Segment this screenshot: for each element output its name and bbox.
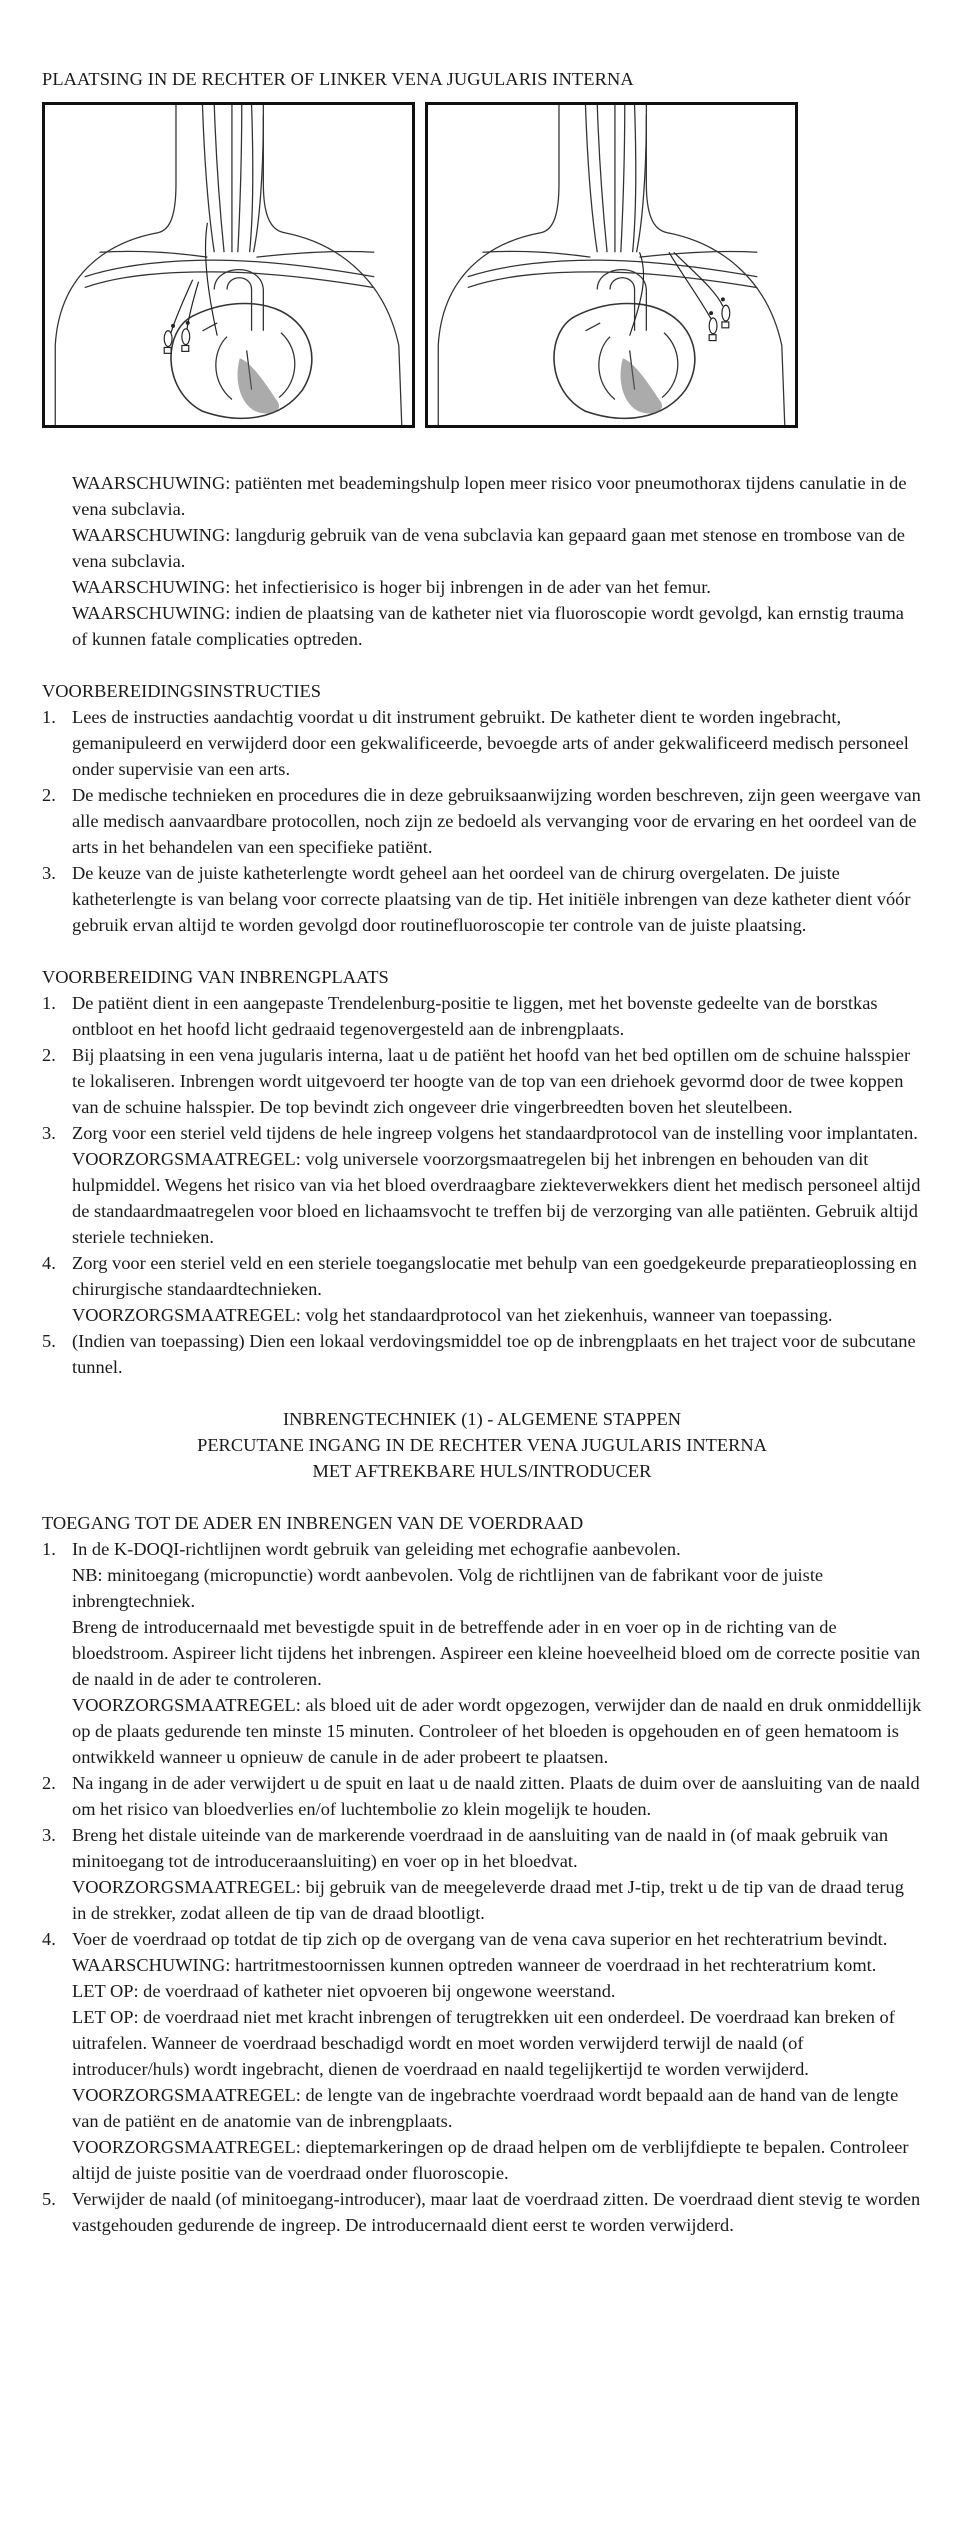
warning-text: WAARSCHUWING: langdurig gebruik van de vena subclavia kan gepaard gaan met stenose en trombose van de vena subclavia. [72,525,905,571]
warning-text: WAARSCHUWING: patiënten met beademingshulp lopen meer risico voor pneumothorax tijdens canulatie in de vena subclavia. [72,473,907,519]
list-item: 3. Breng het distale uiteinde van de markerende voerdraad in de aansluiting van de naald in (of maak gebruik van minitoegang tot de introduceraansluiting) en voer op in het bloedvat. VOORZORGSMAATREGEL: bij gebruik van de meegeleverde draad met J-tip, trekt u de tip van de draad terug in de strekker, zodat alleen de tip van de draad blootligt. [42,1825,904,1923]
list-item: 4. Voer de voerdraad op totdat de tip zich op de overgang van de vena cava superior en het rechteratrium bevindt. WAARSCHUWING: hartritmestoornissen kunnen optreden wanneer de voerdraad in het rechteratrium komt. LET OP: de voerdraad of katheter niet opvoeren bij ongewone weerstand. LET OP: de voerdraad niet met kracht inbrengen of terugtrekken uit een onderdeel. De voerdraad kan breken of uitrafelen. Wanneer de voerdraad beschadigd wordt en moet worden verwijderd terwijl de naald (of introducer/huls) wordt ingebracht, dienen de voerdraad en naald tegelijkertijd te worden verwijderd. VOORZORGSMAATREGEL: de lengte van de ingebrachte voerdraad wordt bepaald aan de hand van de lengte van de patiënt en de anatomie van de inbrengplaats. VOORZORGSMAATREGEL: dieptemarkeringen op de draad helpen om de verblijfdiepte te bepalen. Controleer altijd de juiste positie van de voerdraad onder fluoroscopie. [42,1929,909,2183]
access-section [42,1510,922,2238]
prep-site-list [42,990,922,1380]
technique-line: INBRENGTECHNIEK (1) - ALGEMENE STAPPEN [283,1409,681,1429]
prep-instructions-section [42,678,922,938]
figure-left-jugular [425,102,798,428]
warning-text: WAARSCHUWING: indien de plaatsing van de katheter niet via fluoroscopie wordt gevolgd, kan ernstig trauma of kunnen fatale complicaties optreden. [72,603,904,649]
technique-heading [42,1406,922,1484]
section-title: VOORBEREIDING VAN INBRENGPLAATS [42,967,389,987]
list-item: 5. (Indien van toepassing) Dien een lokaal verdovingsmiddel toe op de inbrengplaats en het traject voor de subcutane tunnel. [42,1331,916,1377]
list-item: 3. Zorg voor een steriel veld tijdens de hele ingreep volgens het standaardprotocol van de instelling voor implantaten. VOORZORGSMAATREGEL: volg universele voorzorgsmaatregelen bij het inbrengen en behouden van dit hulpmiddel. Wegens het risico van via het bloed overdraagbare ziekteverwekkers dient het medisch personeel altijd de standaardmaatregelen voor bloed en lichaamsvocht te treffen bij de verzorging van alle patiënten. Gebruik altijd steriele technieken. [42,1123,921,1247]
section-title: VOORBEREIDINGSINSTRUCTIES [42,681,321,701]
section-title: TOEGANG TOT DE ADER EN INBRENGEN VAN DE VOERDRAAD [42,1513,584,1533]
figure-right-jugular [42,102,415,428]
page-heading: PLAATSING IN DE RECHTER OF LINKER VENA JUGULARIS INTERNA [42,69,634,89]
technique-line: MET AFTREKBARE HULS/INTRODUCER [312,1461,652,1481]
list-item: 3. De keuze van de juiste katheterlengte wordt geheel aan het oordeel van de chirurg overgelaten. De juiste katheterlengte is van belang voor correcte plaatsing van de tip. Het initiële inbrengen van deze katheter dient vóór gebruik ervan altijd te worden gevolgd door routinefluoroscopie ter controle van de juiste plaatsing. [42,863,911,935]
list-item: 2. Na ingang in de ader verwijdert u de spuit en laat u de naald zitten. Plaats de duim over de aansluiting van de naald om het risico van bloedverlies en/of luchtembolie zo klein mogelijk te houden. [42,1773,920,1819]
list-item: 4. Zorg voor een steriel veld en een steriele toegangslocatie met behulp van een goedgekeurde preparatieoplossing en chirurgische standaardtechnieken. VOORZORGSMAATREGEL: volg het standaardprotocol van het ziekenhuis, wanneer van toepassing. [42,1253,917,1325]
list-item: 1. De patiënt dient in een aangepaste Trendelenburg-positie te liggen, met het bovenste gedeelte van de borstkas ontbloot en het hoofd licht gedraaid tegenovergesteld aan de inbrengplaats. [42,993,878,1039]
access-list [42,1536,922,2238]
document-page [42,66,922,2238]
anatomy-illustration-right [45,105,412,425]
warning-text: WAARSCHUWING: het infectierisico is hoger bij inbrengen in de ader van het femur. [72,577,711,597]
list-item: 2. Bij plaatsing in een vena jugularis interna, laat u de patiënt het hoofd van het bed optillen om de schuine halsspier te lokaliseren. Inbrengen wordt uitgevoerd ter hoogte van de top van een driehoek gevormd door de twee koppen van de schuine halsspier. De top bevindt zich ongeveer drie vingerbreedten boven het sleutelbeen. [42,1045,911,1117]
list-item: 5. Verwijder de naald (of minitoegang-introducer), maar laat de voerdraad zitten. De voerdraad dient stevig te worden vastgehouden gedurende de ingreep. De introducernaald dient eerst te worden verwijderd. [42,2189,921,2235]
list-item: 1. Lees de instructies aandachtig voordat u dit instrument gebruikt. De katheter dient te worden ingebracht, gemanipuleerd en verwijderd door een gekwalificeerde, bevoegde arts of ander gekwalificeerd medisch personeel onder supervisie van een arts. [42,707,909,779]
list-item: 2. De medische technieken en procedures die in deze gebruiksaanwijzing worden beschreven, zijn geen weergave van alle medisch aanvaardbare protocollen, noch zijn ze bedoeld als vervanging voor de ervaring en het oordeel van de arts in het behandelen van een specifieke patiënt. [42,785,921,857]
anatomy-illustration-left [428,105,795,425]
prep-site-section [42,964,922,1380]
warnings-block [72,470,922,652]
figure-row [42,102,922,448]
list-item: 1. In de K-DOQI-richtlijnen wordt gebruik van geleiding met echografie aanbevolen. NB: minitoegang (micropunctie) wordt aanbevolen. Volg de richtlijnen van de fabrikant voor de juiste inbrengtechniek. Breng de introducernaald met bevestigde spuit in de betreffende ader in en voer op in de richting van de bloedstroom. Aspireer licht tijdens het inbrengen. Aspireer een kleine hoeveelheid bloed om de correcte positie van de naald in de ader te controleren. VOORZORGSMAATREGEL: als bloed uit de ader wordt opgezogen, verwijder dan de naald en druk onmiddellijk op de plaats gedurende ten minste 15 minuten. Controleer of het bloeden is opgehouden en of geen hematoom is ontwikkeld wanneer u opnieuw de canule in de ader probeert te plaatsen. [42,1539,922,1767]
prep-instructions-list [42,704,922,938]
technique-line: PERCUTANE INGANG IN DE RECHTER VENA JUGULARIS INTERNA [197,1435,767,1455]
